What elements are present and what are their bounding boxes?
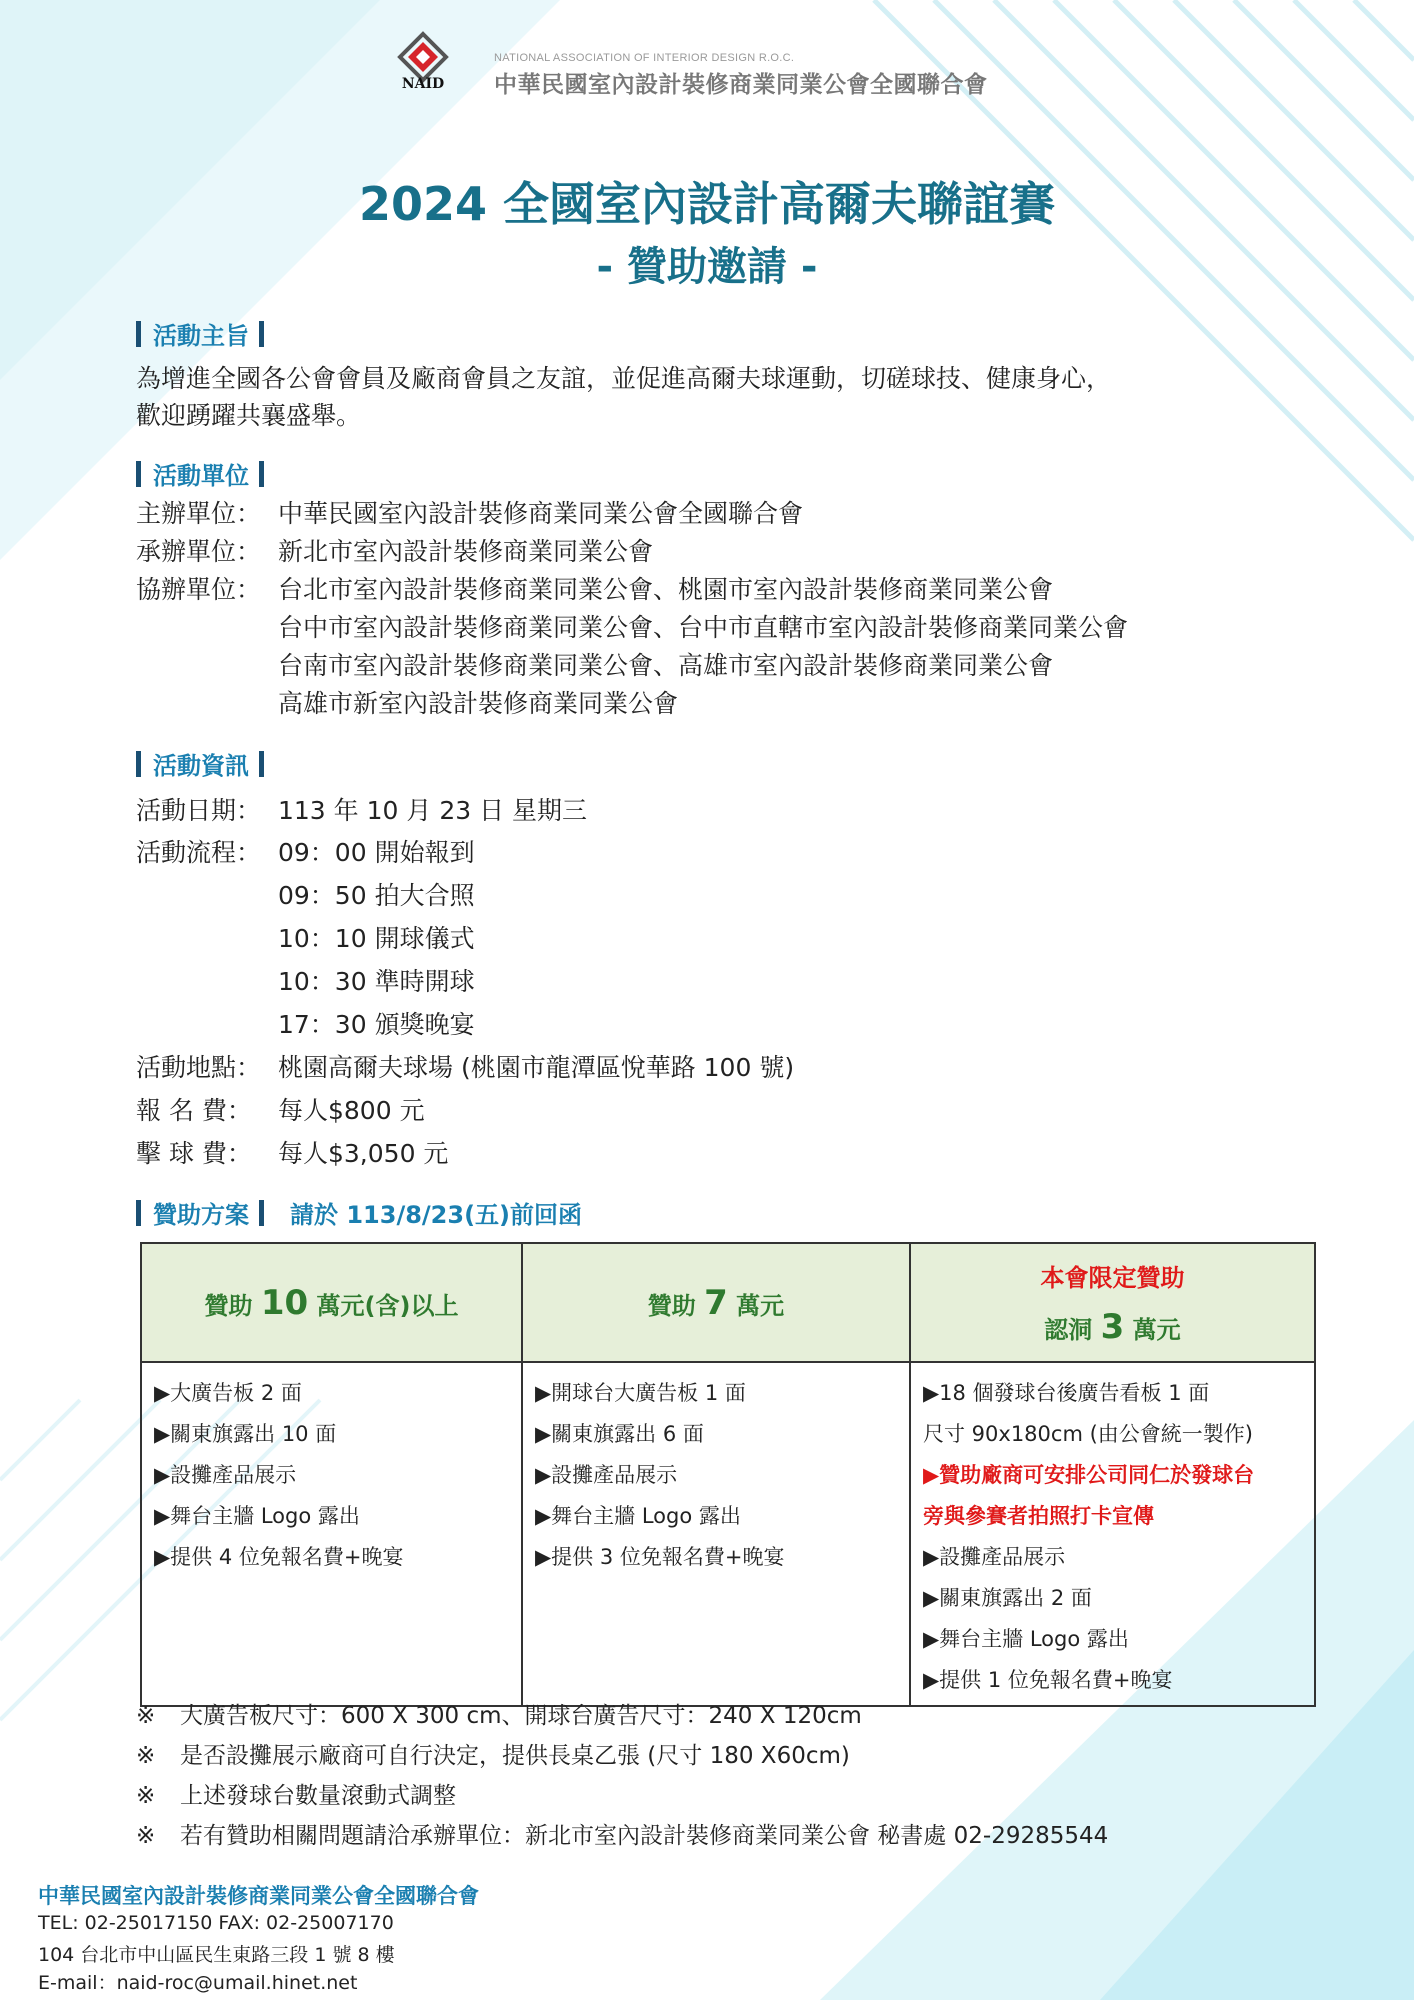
footer-email: E-mail：naid-roc@umail.hinet.net	[38, 1972, 358, 1994]
footer-phone: TEL: 02-25017150 FAX: 02-25007170	[38, 1912, 394, 1934]
sponsor-column-benefits	[910, 1362, 1315, 1706]
benefit-item-highlight: 旁與參賽者拍照打卡宣傳	[923, 1504, 1154, 1528]
co-organizer-line-1: 台北市室內設計裝修商業同業公會、桃園市室內設計裝修商業同業公會	[278, 575, 1054, 604]
sponsor-column-header: 贊助 7 萬元	[522, 1243, 910, 1362]
org-name-english: NATIONAL ASSOCIATION OF INTERIOR DESIGN R.O.C.	[494, 52, 795, 64]
place-value: 桃園高爾夫球場 (桃園市龍潭區悅華路 100 號)	[278, 1053, 795, 1082]
flow-item: 09：00 開始報到	[278, 838, 475, 867]
benefit-item: ▶關東旗露出 6 面	[535, 1422, 704, 1446]
purpose-text-line-2: 歡迎踴躍共襄盛舉。	[136, 401, 362, 430]
benefit-item: ▶舞台主牆 Logo 露出	[923, 1627, 1129, 1651]
page-title: 2024 全國室內設計高爾夫聯誼賽	[358, 177, 1056, 231]
footer-org-name: 中華民國室內設計裝修商業同業公會全國聯合會	[38, 1884, 479, 1908]
benefit-item: ▶提供 1 位免報名費+晚宴	[923, 1668, 1173, 1692]
host-label: 主辦單位：	[136, 499, 262, 528]
note-mark: ※	[136, 1783, 156, 1809]
flow-item: 17：30 頒獎晚宴	[278, 1010, 475, 1039]
benefit-item: ▶提供 4 位免報名費+晚宴	[154, 1545, 404, 1569]
note-mark: ※	[136, 1743, 156, 1769]
flow-item: 10：10 開球儀式	[278, 924, 475, 953]
flow-item: 10：30 準時開球	[278, 967, 475, 996]
benefit-item: 尺寸 90x180cm (由公會統一製作)	[923, 1422, 1253, 1446]
sponsor-column-header: 本會限定贊助 認洞 3 萬元	[910, 1243, 1315, 1362]
purpose-text-line-1: 為增進全國各公會會員及廠商會員之友誼，並促進高爾夫球運動，切磋球技、健康身心，	[136, 364, 1112, 393]
flow-item: 09：50 拍大合照	[278, 881, 475, 910]
organizer-value: 新北市室內設計裝修商業同業公會	[278, 537, 654, 566]
flow-label: 活動流程：	[136, 838, 262, 867]
place-label: 活動地點：	[136, 1053, 262, 1082]
section-heading-units: 活動單位	[136, 456, 264, 491]
benefit-item: ▶關東旗露出 2 面	[923, 1586, 1092, 1610]
limited-sponsor-label: 本會限定贊助	[1040, 1264, 1185, 1292]
host-value: 中華民國室內設計裝修商業同業公會全國聯合會	[278, 499, 804, 528]
footer-address: 104 台北市中山區民生東路三段 1 號 8 樓	[38, 1944, 395, 1966]
date-value: 113 年 10 月 23 日 星期三	[278, 796, 588, 825]
section-heading-info: 活動資訊	[136, 746, 264, 781]
co-organizer-line-4: 高雄市新室內設計裝修商業同業公會	[278, 689, 679, 718]
section-heading-purpose: 活動主旨	[136, 316, 264, 351]
org-name-chinese: 中華民國室內設計裝修商業同業公會全國聯合會	[494, 72, 988, 98]
benefit-item: ▶18 個發球台後廣告看板 1 面	[923, 1381, 1210, 1405]
benefit-item: ▶提供 3 位免報名費+晚宴	[535, 1545, 785, 1569]
section-heading-sponsor: 贊助方案 請於 113/8/23(五)前回函	[136, 1195, 582, 1230]
page-subtitle: - 贊助邀請 -	[596, 244, 818, 290]
golf-fee-value: 每人$3,050 元	[278, 1139, 449, 1168]
co-organizer-label: 協辦單位：	[136, 575, 262, 604]
note-line: ※ 上述發球台數量滾動式調整	[136, 1783, 456, 1809]
benefit-item: ▶開球台大廣告板 1 面	[535, 1381, 746, 1405]
benefit-item: ▶設攤產品展示	[923, 1545, 1066, 1569]
sponsor-column-benefits	[141, 1362, 522, 1706]
golf-fee-label: 擊 球 費：	[136, 1139, 252, 1168]
sponsor-column-header: 贊助 10 萬元(含)以上	[141, 1243, 522, 1362]
benefit-item: ▶設攤產品展示	[535, 1463, 678, 1487]
note-line: ※ 大廣告板尺寸：600 X 300 cm、開球台廣告尺寸：240 X 120cm	[136, 1703, 862, 1729]
fee-label: 報 名 費：	[136, 1096, 252, 1125]
benefit-item: ▶舞台主牆 Logo 露出	[535, 1504, 741, 1528]
co-organizer-line-2: 台中市室內設計裝修商業同業公會、台中市直轄市室內設計裝修商業同業公會	[278, 613, 1129, 642]
note-mark: ※	[136, 1823, 156, 1849]
sponsor-column-benefits	[522, 1362, 910, 1706]
benefit-item: ▶舞台主牆 Logo 露出	[154, 1504, 360, 1528]
logo-text: NAID	[401, 76, 445, 92]
organizer-label: 承辦單位：	[136, 537, 262, 566]
benefit-item: ▶大廣告板 2 面	[154, 1381, 302, 1405]
fee-value: 每人$800 元	[278, 1096, 425, 1125]
co-organizer-line-3: 台南市室內設計裝修商業同業公會、高雄市室內設計裝修商業同業公會	[278, 651, 1054, 680]
note-mark: ※	[136, 1703, 156, 1729]
benefit-item: ▶設攤產品展示	[154, 1463, 297, 1487]
sponsor-deadline: 請於 113/8/23(五)前回函	[290, 1201, 583, 1229]
benefit-item-highlight: ▶贊助廠商可安排公司同仁於發球台	[923, 1463, 1255, 1487]
sponsor-table	[140, 1242, 1316, 1707]
note-line: ※ 是否設攤展示廠商可自行決定，提供長桌乙張 (尺寸 180 X60cm)	[136, 1743, 850, 1769]
date-label: 活動日期：	[136, 796, 262, 825]
note-line: ※ 若有贊助相關問題請洽承辦單位：新北市室內設計裝修商業同業公會 秘書處 02-29285544	[136, 1823, 1109, 1849]
benefit-item: ▶關東旗露出 10 面	[154, 1422, 337, 1446]
